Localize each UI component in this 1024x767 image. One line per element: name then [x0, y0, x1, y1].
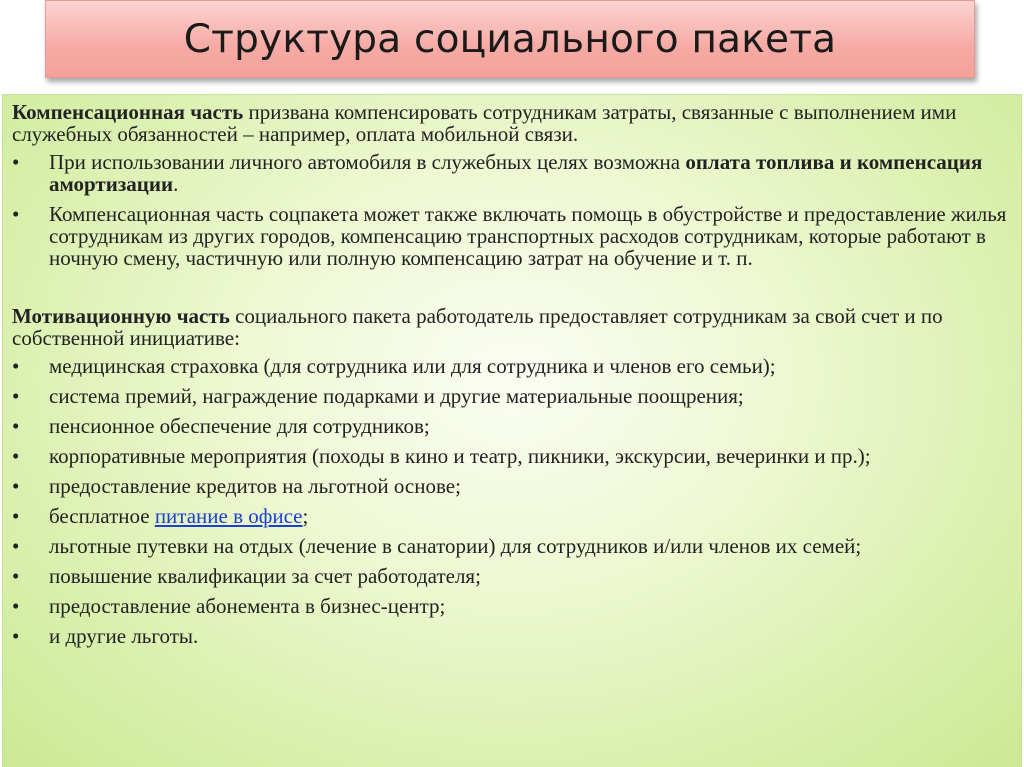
list-item — [12, 203, 1016, 269]
content-text — [12, 101, 1016, 655]
bullet-icon: • — [12, 202, 20, 226]
list-item-text — [49, 505, 1016, 527]
list-item-text: пенсионное обеспечение для сотрудников; — [49, 414, 430, 438]
list-item-text-part: ; — [302, 504, 309, 528]
list-item — [12, 151, 1016, 195]
bullet-icon: • — [12, 414, 20, 438]
list-item-text-part: При использовании личного автомобиля в служебных целях возможна — [49, 150, 686, 174]
list-item — [12, 415, 1016, 437]
bullet-icon: • — [12, 504, 20, 528]
list-item — [12, 385, 1016, 407]
list-item-text: льготные путевки на отдых (лечение в санатории) для сотрудников и/или членов их семей; — [49, 534, 862, 558]
bullet-icon: • — [12, 564, 20, 588]
list-item — [12, 625, 1016, 647]
compensation-heading: Компенсационная часть — [12, 100, 244, 124]
list-item — [12, 355, 1016, 377]
list-item-text: Компенсационная часть соцпакета может также включать помощь в обустройстве и предоставление жилья сотрудникам из других городов, компенсацию транспортных расходов сотрудникам, которые работают в ночную смену, частичную или полную компенсацию затрат на обучение и т. п. — [49, 202, 1007, 270]
list-item-text: и другие льготы. — [49, 624, 199, 648]
list-item — [12, 595, 1016, 617]
list-item-text: система премий, награждение подарками и другие материальные поощрения; — [49, 384, 744, 408]
list-item-text-part: бесплатное — [49, 504, 155, 528]
motivation-intro-text: социального пакета работодатель предоставляет сотрудникам за свой счет и по собственной инициативе: — [12, 304, 943, 350]
list-item — [12, 535, 1016, 557]
bullet-icon: • — [12, 444, 20, 468]
bullet-icon: • — [12, 354, 20, 378]
spacer — [12, 277, 1016, 305]
bullet-icon: • — [12, 594, 20, 618]
slide-title: Структура социального пакета — [183, 16, 837, 62]
compensation-intro — [12, 101, 1016, 145]
list-item-text — [49, 151, 1016, 195]
bullet-icon: • — [12, 474, 20, 498]
list-item-text: предоставление кредитов на льготной основе; — [49, 474, 461, 498]
list-item-text: медицинская страховка (для сотрудника или для сотрудника и членов его семьи); — [49, 354, 776, 378]
compensation-intro-text: призвана компенсировать сотрудникам затраты, связанные с выполнением ими служебных обязанностей – например, оплата мобильной связи. — [12, 100, 957, 146]
list-item-text: повышение квалификации за счет работодателя; — [49, 564, 481, 588]
content-panel — [2, 94, 1022, 767]
list-item — [12, 565, 1016, 587]
list-item-bold: оплата топлива и компенсация амортизации — [49, 150, 983, 196]
list-item — [12, 475, 1016, 497]
motivation-intro — [12, 305, 1016, 349]
bullet-icon: • — [12, 150, 20, 174]
motivation-heading: Мотивационную часть — [12, 304, 230, 328]
list-item — [12, 505, 1016, 527]
list-item-text: корпоративные мероприятия (походы в кино и театр, пикники, экскурсии, вечеринки и пр.); — [49, 444, 871, 468]
list-item-text: предоставление абонемента в бизнес-центр; — [49, 594, 446, 618]
bullet-icon: • — [12, 534, 20, 558]
list-item-text-part: . — [173, 172, 179, 196]
list-item — [12, 445, 1016, 467]
bullet-icon: • — [12, 384, 20, 408]
title-banner — [45, 0, 975, 78]
bullet-icon: • — [12, 624, 20, 648]
office-food-link[interactable]: питание в офисе — [154, 504, 303, 528]
